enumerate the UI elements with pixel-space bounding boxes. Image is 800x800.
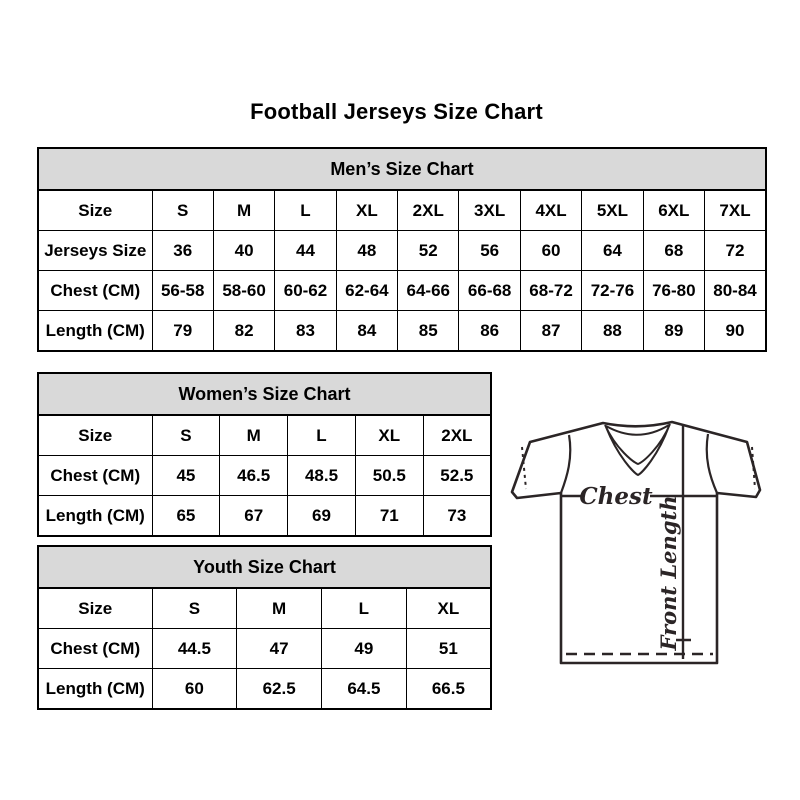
size-value: 64-66 <box>398 271 459 311</box>
size-value: 46.5 <box>220 456 288 496</box>
size-value: 71 <box>355 496 423 537</box>
size-value: 48 <box>336 231 397 271</box>
table-row <box>38 629 491 669</box>
youth-table-title: Youth Size Chart <box>38 546 491 588</box>
column-header-row <box>38 415 491 456</box>
size-column-header: 4XL <box>520 190 581 231</box>
row-label: Length (CM) <box>38 311 152 352</box>
table-row <box>38 311 766 352</box>
column-header-row <box>38 190 766 231</box>
collar-lines <box>605 424 670 475</box>
size-value: 47 <box>237 629 322 669</box>
size-value: 49 <box>322 629 407 669</box>
size-value: 89 <box>643 311 704 352</box>
size-value: 50.5 <box>355 456 423 496</box>
table-title-row <box>38 148 766 190</box>
size-value: 72 <box>705 231 766 271</box>
size-value: 56 <box>459 231 520 271</box>
womens-size-chart-table <box>37 372 492 537</box>
size-column-header: 7XL <box>705 190 766 231</box>
mens-size-chart-table <box>37 147 767 352</box>
size-value: 48.5 <box>288 456 356 496</box>
size-value: 68 <box>643 231 704 271</box>
size-value: 69 <box>288 496 356 537</box>
size-column-header: 6XL <box>643 190 704 231</box>
row-label: Chest (CM) <box>38 456 152 496</box>
size-value: 58-60 <box>213 271 274 311</box>
table-title-row <box>38 373 491 415</box>
size-value: 60 <box>520 231 581 271</box>
womens-table <box>37 372 492 537</box>
table-row <box>38 669 491 710</box>
size-value: 84 <box>336 311 397 352</box>
size-column-header: L <box>288 415 356 456</box>
size-column-header: XL <box>406 588 491 629</box>
size-value: 76-80 <box>643 271 704 311</box>
size-value: 83 <box>275 311 336 352</box>
size-column-header: 2XL <box>398 190 459 231</box>
size-value: 67 <box>220 496 288 537</box>
size-value: 87 <box>520 311 581 352</box>
column-header-row <box>38 588 491 629</box>
size-value: 56-58 <box>152 271 213 311</box>
front-length-label: Front Length <box>656 495 681 651</box>
size-value: 80-84 <box>705 271 766 311</box>
jersey-measurement-diagram <box>505 413 775 678</box>
size-value: 40 <box>213 231 274 271</box>
table-row <box>38 456 491 496</box>
size-value: 73 <box>423 496 491 537</box>
size-column-header: XL <box>336 190 397 231</box>
size-column-header: S <box>152 588 237 629</box>
chest-label: Chest <box>579 483 653 510</box>
size-value: 52.5 <box>423 456 491 496</box>
size-value: 51 <box>406 629 491 669</box>
size-value: 60 <box>152 669 237 710</box>
size-value: 86 <box>459 311 520 352</box>
size-value: 44.5 <box>152 629 237 669</box>
size-value: 90 <box>705 311 766 352</box>
row-label: Chest (CM) <box>38 271 152 311</box>
size-value: 88 <box>582 311 643 352</box>
size-column-header: M <box>237 588 322 629</box>
womens-table-title: Women’s Size Chart <box>38 373 491 415</box>
size-column-header: S <box>152 190 213 231</box>
row-label-header: Size <box>38 190 152 231</box>
size-value: 85 <box>398 311 459 352</box>
size-value: 45 <box>152 456 220 496</box>
youth-size-chart-table <box>37 545 492 710</box>
size-column-header: 3XL <box>459 190 520 231</box>
jersey-illustration <box>505 413 775 678</box>
row-label: Length (CM) <box>38 496 152 537</box>
size-column-header: 5XL <box>582 190 643 231</box>
size-column-header: 2XL <box>423 415 491 456</box>
size-column-header: L <box>322 588 407 629</box>
row-label-header: Size <box>38 588 152 629</box>
size-value: 60-62 <box>275 271 336 311</box>
size-column-header: M <box>213 190 274 231</box>
size-column-header: M <box>220 415 288 456</box>
row-label: Chest (CM) <box>38 629 152 669</box>
row-label: Jerseys Size <box>38 231 152 271</box>
size-value: 82 <box>213 311 274 352</box>
page-title: Football Jerseys Size Chart <box>250 99 543 124</box>
mens-table-title: Men’s Size Chart <box>38 148 766 190</box>
row-label: Length (CM) <box>38 669 152 710</box>
mens-table <box>37 147 767 352</box>
jersey-outline <box>512 422 760 663</box>
size-value: 79 <box>152 311 213 352</box>
size-value: 62.5 <box>237 669 322 710</box>
table-row <box>38 231 766 271</box>
size-value: 36 <box>152 231 213 271</box>
size-column-header: XL <box>355 415 423 456</box>
size-value: 72-76 <box>582 271 643 311</box>
size-value: 65 <box>152 496 220 537</box>
size-column-header: S <box>152 415 220 456</box>
size-value: 62-64 <box>336 271 397 311</box>
size-value: 66-68 <box>459 271 520 311</box>
table-row <box>38 496 491 537</box>
size-value: 44 <box>275 231 336 271</box>
size-value: 66.5 <box>406 669 491 710</box>
table-row <box>38 271 766 311</box>
size-value: 68-72 <box>520 271 581 311</box>
size-value: 64.5 <box>322 669 407 710</box>
size-value: 64 <box>582 231 643 271</box>
row-label-header: Size <box>38 415 152 456</box>
youth-table <box>37 545 492 710</box>
table-title-row <box>38 546 491 588</box>
size-value: 52 <box>398 231 459 271</box>
size-column-header: L <box>275 190 336 231</box>
